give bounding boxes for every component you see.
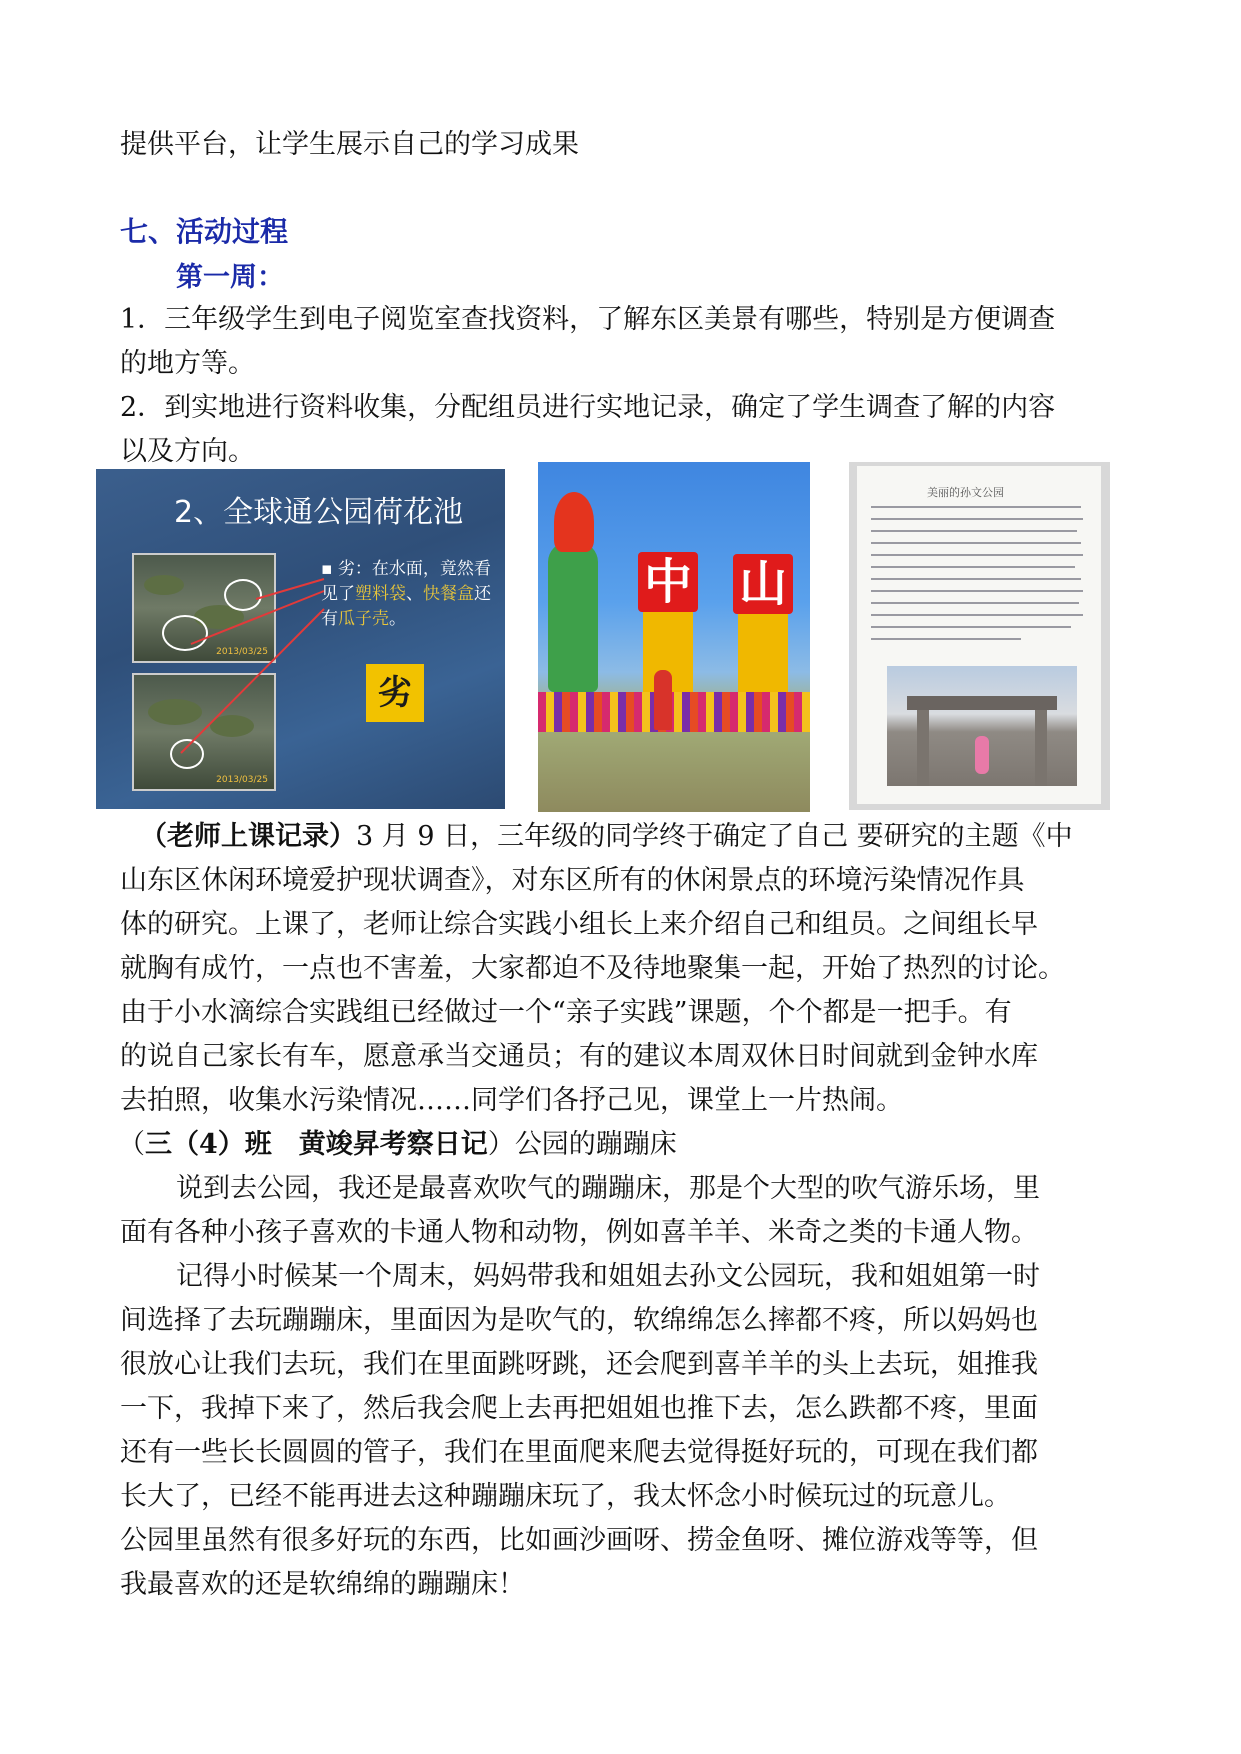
inferior-stamp: 劣 [366, 664, 424, 722]
p3-line2: 我最喜欢的还是软绵绵的蹦蹦床！ [120, 1569, 525, 1600]
slide-bullet: ▪ 劣：在水面，竟然看见了塑料袋、快餐盒还有瓜子壳。 [321, 559, 491, 629]
child-figure [654, 670, 672, 730]
p1-line1: 说到去公园，我还是最喜欢吹气的蹦蹦床，那是个大型的吹气游乐场，里 [176, 1173, 1040, 1204]
item2-line2: 以及方向。 [120, 436, 255, 467]
slide-image [96, 469, 505, 809]
diary-title: 美丽的孙文公园 [927, 486, 1004, 499]
p2-line3: 很放心让我们去玩，我们在里面跳呀跳，还会爬到喜羊羊的头上去玩，姐推我 [120, 1349, 1038, 1380]
item1-line2: 的地方等。 [120, 348, 255, 379]
diary-photo [849, 462, 1110, 810]
diary-label: 三（4）班 黄竣昇考察日记 [145, 1129, 488, 1160]
flower-pot-right [738, 614, 788, 692]
record-line3: 体的研究。上课了，老师让综合实践小组长上来介绍自己和组员。之间组长早 [120, 909, 1038, 940]
diary-label-line: （三（4）班 黄竣昇考察日记）公园的蹦蹦床 [118, 1129, 677, 1160]
record-line4: 就胸有成竹，一点也不害羞，大家都迫不及待地聚集一起，开始了热烈的讨论。 [120, 953, 1065, 984]
record-line5: 由于小水滴综合实践组已经做过一个“亲子实践”课题，个个都是一把手。有 [120, 997, 1012, 1028]
torch-flame [554, 492, 594, 552]
park-photo [538, 462, 810, 812]
section-heading: 七、活动过程 [120, 215, 289, 248]
p2-line6: 长大了，已经不能再进去这种蹦蹦床玩了，我太怀念小时候玩过的玩意儿。 [120, 1481, 1011, 1512]
record-line2: 山东区休闲环境爱护现状调查》，对东区所有的休闲景点的环境污染情况作具 [120, 865, 1025, 896]
sign-char-shan: 山 [733, 554, 793, 614]
pointer-lines [96, 469, 505, 809]
record-line6: 的说自己家长有车，愿意承当交通员；有的建议本周双休日时间就到金钟水库 [120, 1041, 1038, 1072]
p2-line1: 记得小时候某一个周末，妈妈带我和姐姐去孙文公园玩，我和姐姐第一时 [176, 1261, 1040, 1292]
sign-char-zhong: 中 [638, 552, 698, 612]
memorial-gate-photo [887, 666, 1077, 786]
record-line1: （老师上课记录）3 月 9 日，三年级的同学终于确定了自己 要研究的主题《中 [140, 821, 1073, 852]
p3-line1: 公园里虽然有很多好玩的东西，比如画沙画呀、捞金鱼呀、摊位游戏等等，但 [120, 1525, 1038, 1556]
photo1-date: 2013/03/25 [216, 647, 268, 657]
photo2-date: 2013/03/25 [216, 775, 268, 785]
p2-line4: 一下，我掉下来了，然后我会爬上去再把姐姐也推下去，怎么跌都不疼，里面 [120, 1393, 1038, 1424]
slide-title: 2、全球通公园荷花池 [174, 495, 464, 530]
item2-line1: 2．到实地进行资料收集，分配组员进行实地记录，确定了学生调查了解的内容 [120, 392, 1056, 423]
week-heading: 第一周： [176, 262, 284, 293]
p2-line2: 间选择了去玩蹦蹦床，里面因为是吹气的，软绵绵怎么摔都不疼，所以妈妈也 [120, 1305, 1038, 1336]
flower-bed [538, 692, 810, 732]
record-line7: 去拍照，收集水污染情况……同学们各抒己见，课堂上一片热闹。 [120, 1085, 903, 1116]
record-label: （老师上课记录） [140, 821, 356, 852]
p1-line2: 面有各种小孩子喜欢的卡通人物和动物，例如喜羊羊、米奇之类的卡通人物。 [120, 1217, 1038, 1248]
item1-line1: 1．三年级学生到电子阅览室查找资料，了解东区美景有哪些，特别是方便调查 [120, 304, 1056, 335]
torch-sculpture [548, 542, 598, 692]
p2-line5: 还有一些长长圆圆的管子，我们在里面爬来爬去觉得挺好玩的，可现在我们都 [120, 1437, 1038, 1468]
intro-line: 提供平台，让学生展示自己的学习成果 [120, 129, 579, 160]
diary-paper [857, 466, 1101, 804]
